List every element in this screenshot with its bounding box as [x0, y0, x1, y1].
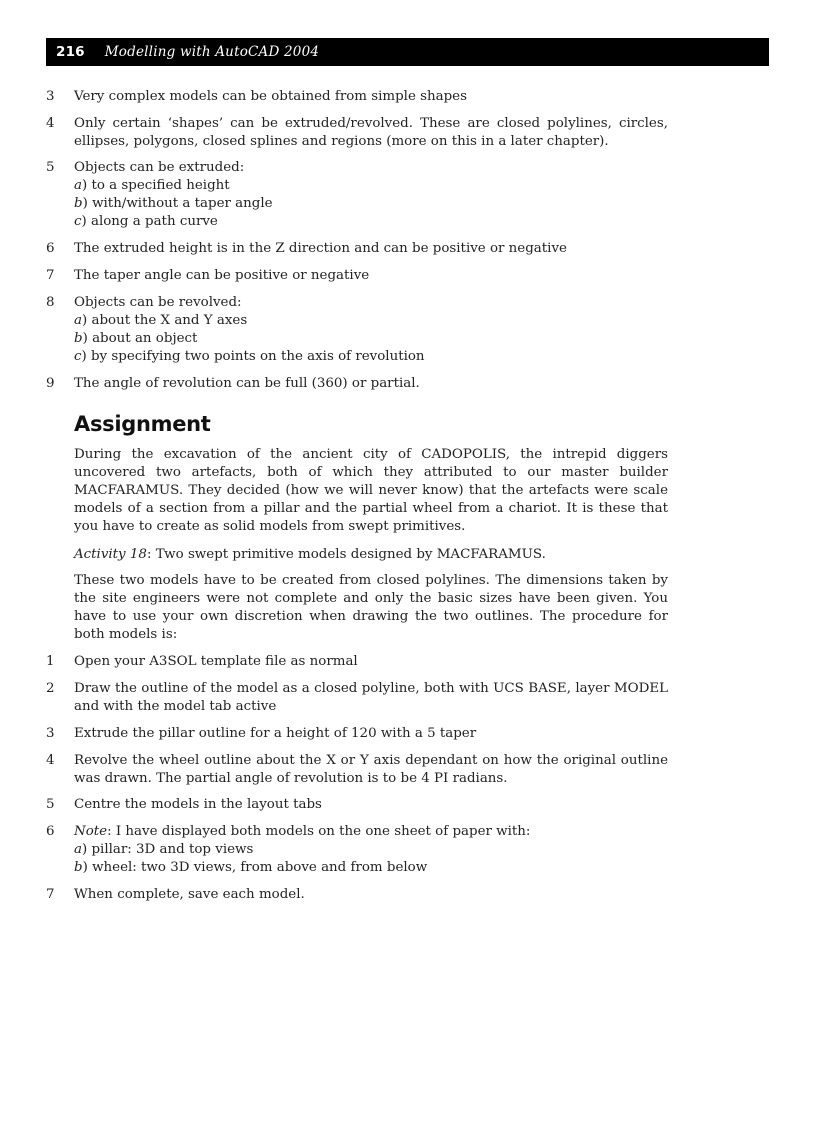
step-text: Extrude the pillar outline for a height of 120 with a 5 taper: [74, 726, 477, 741]
sub-item: a) to a specified height: [74, 178, 230, 193]
item-text: The taper angle can be positive or negative: [74, 268, 370, 283]
item-number: 7: [46, 268, 55, 283]
running-title: Modelling with AutoCAD 2004: [104, 44, 320, 60]
activity-text: : Two swept primitive models designed by MACFARAMUS.: [146, 547, 546, 562]
page-number: 216: [56, 44, 85, 60]
note-label: Note: [74, 824, 108, 839]
sub-item: c) along a path curve: [74, 214, 218, 229]
section-heading: Assignment: [74, 412, 211, 436]
step-text: Revolve the wheel outline about the X or Y axis dependant on how the original outline was drawn. The partial angle of revolution is to be 4 PI radians.: [74, 753, 668, 786]
item-number: 8: [46, 295, 55, 310]
sub-item: a) pillar: 3D and top views: [74, 842, 254, 857]
step-number: 3: [46, 726, 55, 741]
sub-item: b) with/without a taper angle: [74, 196, 273, 211]
running-header: [46, 38, 769, 66]
step-text: Centre the models in the layout tabs: [74, 797, 322, 812]
step-number: 7: [46, 887, 55, 902]
item-text: Only certain ‘shapes’ can be extruded/revolved. These are closed polylines, circles, ellipses, polygons, closed splines and regions (more on this in a later chapter).: [74, 116, 668, 149]
item-text: Objects can be extruded:: [74, 160, 245, 175]
sub-item: c) by specifying two points on the axis of revolution: [74, 349, 425, 364]
sub-item: b) about an object: [74, 331, 198, 346]
item-number: 5: [46, 160, 55, 175]
sub-item: b) wheel: two 3D views, from above and from below: [74, 860, 428, 875]
step-number: 5: [46, 797, 55, 812]
step-text: Draw the outline of the model as a closed polyline, both with UCS BASE, layer MODEL and with the model tab active: [74, 681, 668, 714]
step-number: 4: [46, 753, 55, 768]
activity-line: [74, 546, 668, 564]
item-text: The extruded height is in the Z direction and can be positive or negative: [74, 241, 567, 256]
activity-label: Activity 18: [74, 547, 147, 562]
item-number: 9: [46, 376, 55, 391]
step-text: Note: I have displayed both models on the one sheet of paper with:: [74, 824, 531, 839]
intro-paragraph: During the excavation of the ancient city of CADOPOLIS, the intrepid diggers uncovered two artefacts, both of which they attributed to our master builder MACFARAMUS. They decided (how we will never know) that the artefacts were scale models of a section from a pillar and the partial wheel from a chariot. It is these that you have to create as solid models from swept primitives.: [74, 447, 668, 534]
sub-item: a) about the X and Y axes: [74, 313, 248, 328]
step-number: 6: [46, 824, 55, 839]
item-text: The angle of revolution can be full (360) or partial.: [74, 376, 420, 391]
step-number: 1: [46, 654, 55, 669]
item-number: 3: [46, 89, 55, 104]
step-text: Open your A3SOL template file as normal: [74, 654, 358, 669]
item-number: 6: [46, 241, 55, 256]
item-text: Very complex models can be obtained from simple shapes: [74, 89, 467, 104]
item-number: 4: [46, 116, 55, 131]
step-text: When complete, save each model.: [74, 887, 305, 902]
procedure-intro: These two models have to be created from closed polylines. The dimensions taken by the site engineers were not complete and only the basic sizes have been given. You have to use your own discretion when drawing the two outlines. The procedure for both models is:: [74, 573, 668, 642]
step-number: 2: [46, 681, 55, 696]
item-text: Objects can be revolved:: [74, 295, 242, 310]
